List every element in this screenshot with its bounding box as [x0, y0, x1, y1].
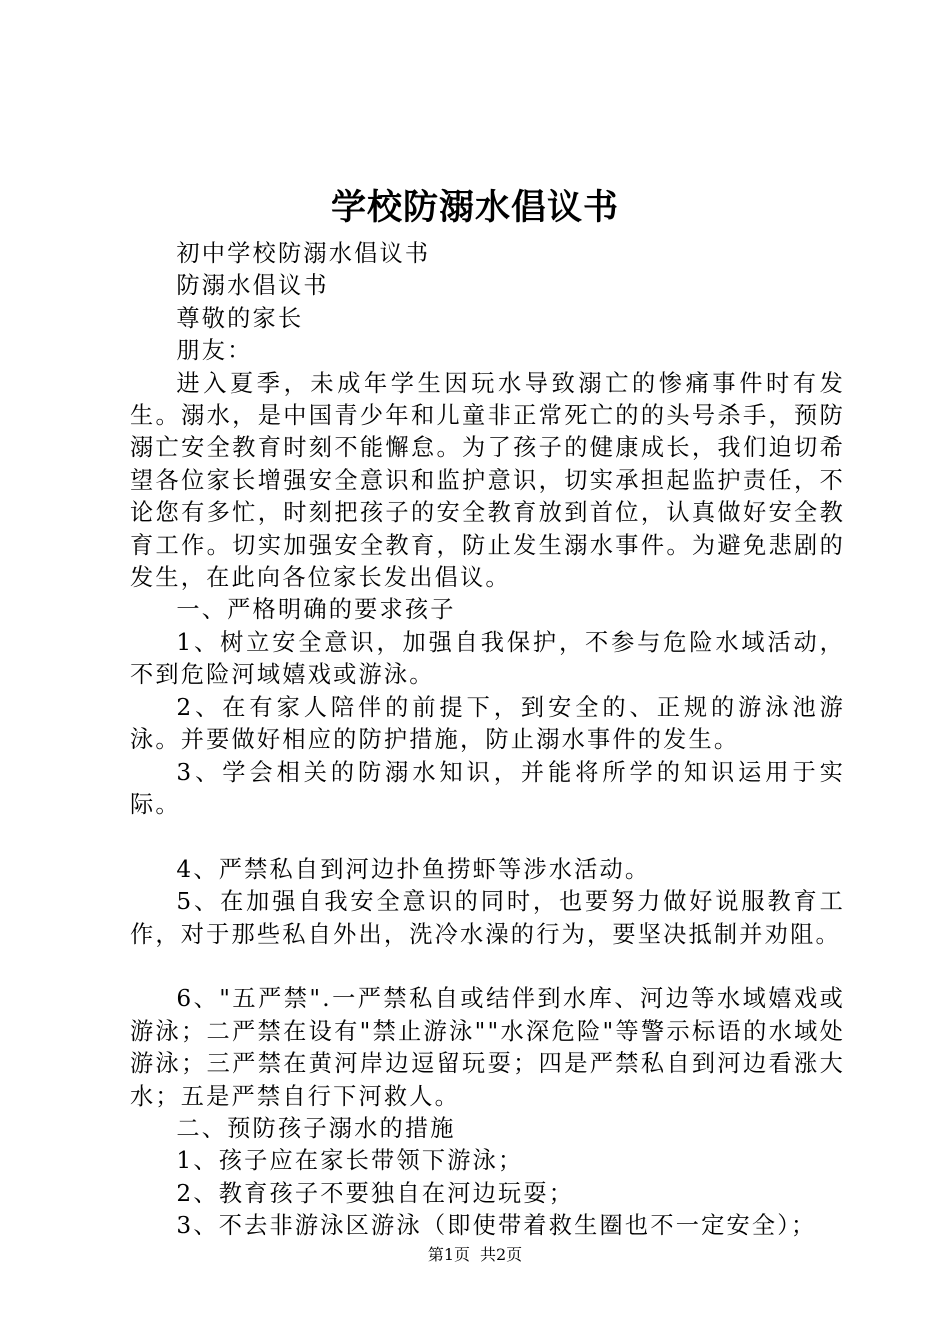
- paragraph-salutation-2: 朋友：: [176, 337, 253, 365]
- paragraph-item-5: 5、在加强自我安全意识的同时，也要努力做好说服教育工作，对于那些私自外出，洗冷水澡的行为，要坚决抵制并劝阻。: [130, 888, 845, 948]
- paragraph-item-2: 2、在有家人陪伴的前提下，到安全的、正规的游泳池游泳。并要做好相应的防护措施，防止溺水事件的发生。: [130, 693, 845, 754]
- paragraph-subtitle-2: 防溺水倡议书: [176, 272, 329, 300]
- paragraph-item-1: 1、树立安全意识，加强自我保护，不参与危险水域活动，不到危险河域嬉戏或游泳。: [130, 628, 845, 689]
- page-number-current: 第1页: [427, 1245, 470, 1264]
- paragraph-item-4: 4、严禁私自到河边扑鱼捞虾等涉水活动。: [176, 855, 651, 883]
- section-heading-1: 一、严格明确的要求孩子: [176, 596, 456, 624]
- paragraph-intro: 进入夏季，未成年学生因玩水导致溺亡的惨痛事件时有发生。溺水，是中国青少年和儿童非正常死亡的的头号杀手，预防溺亡安全教育时刻不能懈怠。为了孩子的健康成长，我们迫切希望各位家长增强安全意识和监护意识，切实承担起监护责任，不论您有多忙，时刻把孩子的安全教育放到首位，认真做好安全教育工作。切实加强安全教育，防止发生溺水事件。为避免悲剧的发生，在此向各位家长发出倡议。: [130, 369, 845, 592]
- section-heading-2: 二、预防孩子溺水的措施: [176, 1114, 456, 1142]
- paragraph-subtitle-1: 初中学校防溺水倡议书: [176, 240, 431, 267]
- paragraph-measure-3: 3、不去非游泳区游泳（即使带着救生圈也不一定安全）；: [176, 1212, 817, 1240]
- page-number-total: 共2页: [480, 1245, 523, 1264]
- document-title: 学校防溺水倡议书: [330, 187, 619, 228]
- paragraph-measure-2: 2、教育孩子不要独自在河边玩耍；: [176, 1179, 575, 1207]
- paragraph-measure-1: 1、孩子应在家长带领下游泳；: [176, 1147, 524, 1175]
- paragraph-item-3: 3、学会相关的防溺水知识，并能将所学的知识运用于实际。: [130, 758, 845, 818]
- document-body: [130, 238, 845, 1243]
- page-footer: [0, 1244, 950, 1266]
- paragraph-salutation-1: 尊敬的家长: [176, 304, 304, 332]
- paragraph-item-6: 6、"五严禁".一严禁私自或结伴到水库、河边等水域嬉戏或游泳；二严禁在设有"禁止游泳""水深危险"等警示标语的水域处游泳；三严禁在黄河岸边逗留玩耍；四是严禁私自到河边看涨大水；五是严禁自行下河救人。: [130, 985, 845, 1110]
